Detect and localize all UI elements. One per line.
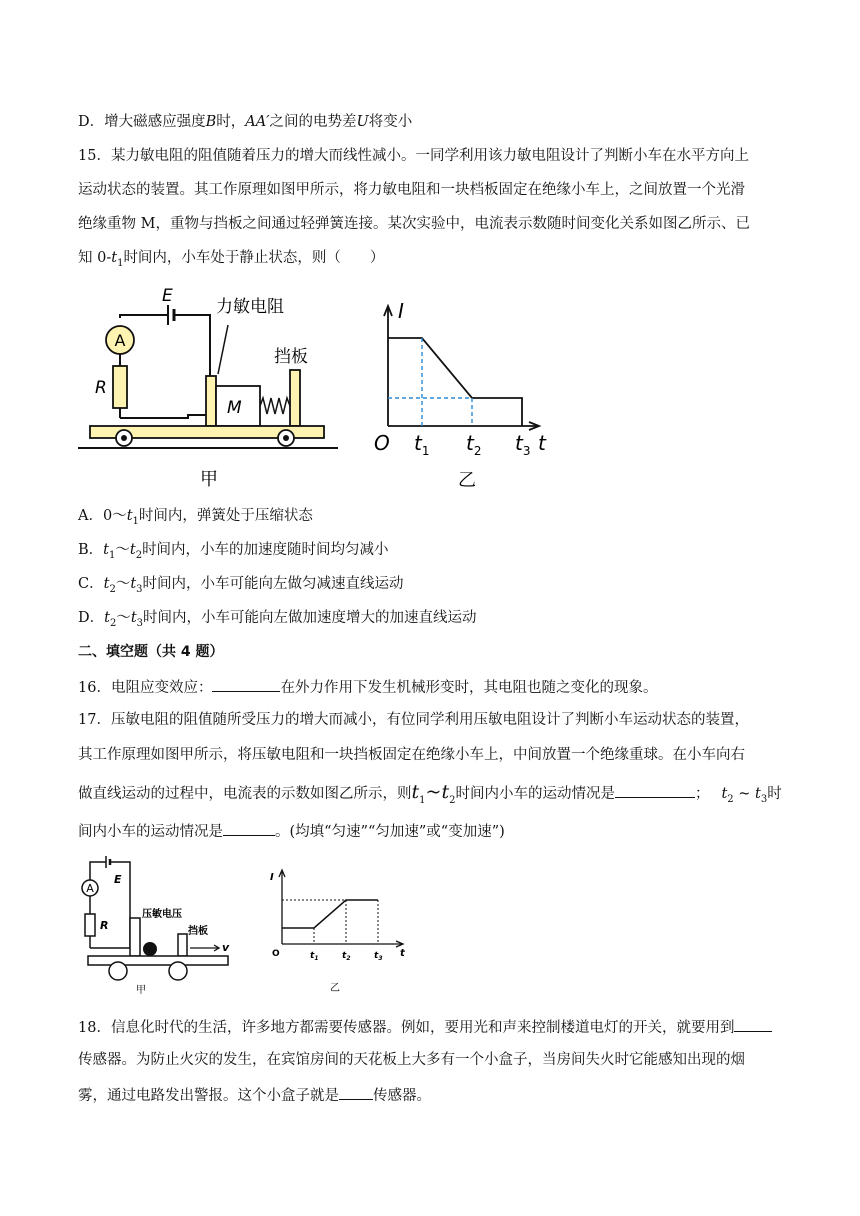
fig-jia-sensor-label: 力敏电阻	[216, 297, 284, 317]
q17-fig-yi-t2: $t_2$	[342, 951, 351, 962]
force-sensor-icon	[206, 376, 216, 426]
q14-option-d: D．增大磁感应强度B时，AA′之间的电势差U将变小	[78, 114, 413, 130]
fig-jia-ammeter-label: A	[114, 331, 126, 350]
q17-fig-yi-t3: $t_3$	[374, 951, 383, 962]
q18-line2: 传感器。为防止火灾的发生，在宾馆房间的天花板上大多有一个小盒子，当房间失火时它能感知出现的烟	[78, 1052, 745, 1068]
fig-yi-t1-label: $t_1$	[414, 431, 430, 458]
q17-fig-yi-o: O	[272, 949, 280, 959]
q17-stem-line3: 做直线运动的过程中，电流表的示数如图乙所示，则$t_1\sim t_2$时间内小车的运动情况是 ； $t_2$ ~ $t_3$时	[78, 781, 782, 806]
q17-answer-blank-1[interactable]	[615, 782, 695, 798]
fig-yi-caption: 乙	[458, 470, 476, 491]
q15-option-a: A．$0\sim t_1$时间内，弹簧处于压缩状态	[78, 508, 313, 527]
q17-stem-line1: 17．压敏电阻的阻值随所受压力的增大而减小，有位同学利用压敏电阻设计了判断小车运动状态的装置，	[78, 712, 749, 728]
q17-fig-jia-ammeter: A	[86, 882, 94, 895]
q15-stem-line1: 15．某力敏电阻的阻值随着压力的增大而线性减小。一同学利用该力敏电阻设计了判断小车在水平方向上	[78, 148, 749, 164]
q17-fig-jia-v: v	[222, 941, 230, 954]
q15-stem-line2: 运动状态的装置。其工作原理如图甲所示，将力敏电阻和一块档板固定在绝缘小车上，之间放置一个光滑	[78, 182, 745, 198]
q15-option-d: D．$t_2\sim t_3$时间内，小车可能向左做加速度增大的加速直线运动	[78, 610, 477, 629]
fig-yi-t3-label: $t_3$	[515, 431, 531, 458]
q17-ball-icon	[143, 942, 157, 956]
q17-answer-blank-2[interactable]	[223, 820, 275, 836]
q15-stem-line4: 知 $0-t_1$时间内，小车处于静止状态，则（ ）	[78, 250, 385, 269]
q17-figure-jia	[78, 856, 248, 996]
q18-answer-blank-2[interactable]	[339, 1084, 373, 1100]
q18-line3: 雾，通过电路发出警报。这个小盒子就是 传感器。	[78, 1084, 431, 1106]
q17-cart-body	[88, 956, 228, 965]
q16-answer-blank[interactable]	[212, 676, 280, 692]
fig-jia-e-label: E	[162, 286, 173, 306]
q18-answer-blank-1[interactable]	[734, 1016, 772, 1032]
q17-pressure-sensor	[130, 918, 140, 956]
q17-fig-jia-plate: 挡板	[188, 926, 208, 937]
fig-yi-i-label: I	[398, 299, 404, 323]
fig-jia-caption: 甲	[200, 469, 218, 490]
fig-jia-r-label: R	[95, 378, 107, 398]
q15-option-c: C．$t_2\sim t_3$时间内，小车可能向左做匀减速直线运动	[78, 576, 404, 595]
q17-current-curve	[282, 900, 378, 928]
q17-fig-jia-sensor: 压敏电压	[142, 909, 182, 920]
q17-fig-jia-r: R	[100, 919, 109, 932]
q18-line1: 18．信息化时代的生活，许多地方都需要传感器。例如，要用光和声来控制楼道电灯的开关，就要用到	[78, 1016, 772, 1038]
wheel-right-hub	[283, 435, 289, 441]
q17-stop-plate	[178, 934, 187, 956]
section-title: 二、填空题（共 4 题）	[78, 644, 224, 660]
q16: 16．电阻应变效应： 在外力作用下发生机械形变时，其电阻也随之变化的现象。	[78, 676, 657, 698]
q17-wheel-left-icon	[109, 962, 127, 980]
q17-fig-yi-i: I	[270, 872, 274, 883]
q17-fig-yi-t1: $t_1$	[310, 951, 319, 962]
fig-yi-t-label: t	[538, 431, 546, 455]
q17-fig-jia-caption: 甲	[136, 985, 146, 996]
q17-stem-line2: 其工作原理如图甲所示，将压敏电阻和一块挡板固定在绝缘小车上，中间放置一个绝缘重球。在小车向右	[78, 747, 745, 763]
q17-wheel-right-icon	[169, 962, 187, 980]
q15-option-b: B．$t_1\sim t_2$时间内，小车的加速度随时间均匀减小	[78, 542, 389, 561]
wheel-left-hub	[121, 435, 127, 441]
resistor-icon	[113, 366, 127, 408]
q17-stem-line4: 间内小车的运动情况是 。(均填“匀速”“匀加速”或“变加速”)	[78, 820, 505, 842]
spring-icon	[260, 398, 290, 414]
q17-resistor-icon	[85, 914, 95, 936]
q15-stem-line3: 绝缘重物 M，重物与挡板之间通过轻弹簧连接。某次实验中，电流表示数随时间变化关系如图乙所示、已	[78, 216, 750, 232]
q15-figure-jia	[78, 278, 358, 490]
fig-yi-o-label: O	[374, 431, 390, 455]
fig-yi-t2-label: $t_2$	[466, 431, 482, 458]
q17-fig-jia-e: E	[114, 873, 122, 886]
current-curve	[388, 338, 522, 426]
q17-figure-yi	[268, 866, 418, 996]
stop-plate	[290, 370, 300, 426]
q15-figure-yi	[372, 296, 562, 490]
fig-jia-m-label: M	[227, 398, 242, 418]
fig-jia-plate-label: 挡板	[274, 347, 308, 367]
q17-fig-yi-caption: 乙	[330, 983, 340, 994]
q17-fig-yi-t: t	[400, 948, 405, 959]
